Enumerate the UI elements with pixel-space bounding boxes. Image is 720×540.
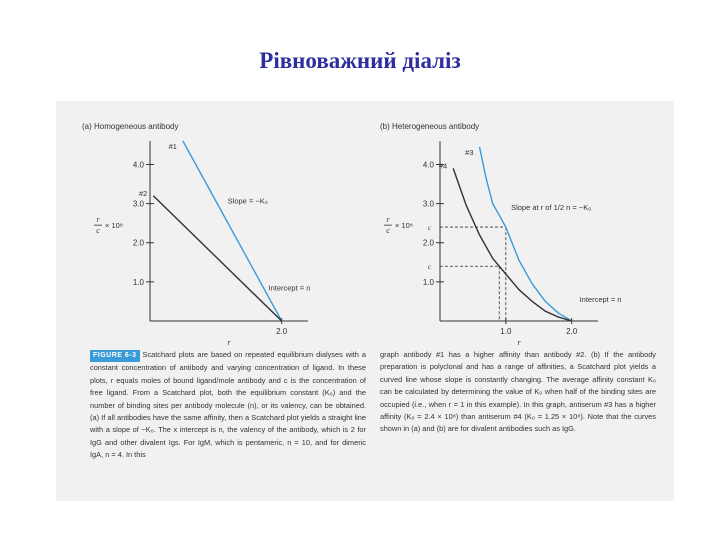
chart2-guide-label-1: c <box>427 263 431 272</box>
chart1-series-2-line <box>153 196 281 321</box>
chart2-annotation-0: Slope at r of 1/2 n = −K₀ <box>511 202 592 212</box>
chart2-y-tick-label-2: 3.0 <box>422 199 434 209</box>
chart1-y-tick-label-0: 1.0 <box>132 277 144 287</box>
chart1-y-tick-label-1: 2.0 <box>132 238 144 248</box>
chart2-x-label: r <box>517 338 521 347</box>
chart2-y-tick-label-0: 1.0 <box>422 277 434 287</box>
chart1-annotation-0: Slope = −K₀ <box>227 196 268 206</box>
chart2-series-2-label: #4 <box>438 161 448 171</box>
chart2-y-label-num: r <box>386 215 390 225</box>
chart1-series-1-line <box>183 141 282 321</box>
chart1-y-tick-label-3: 4.0 <box>132 160 144 170</box>
caption-left-text: Scatchard plots are based on repeated equilibrium dialyses with a constant concentration of antibody and varying concentration of ligand. In these plots, r equals moles of bound ligand/mole antibody and c is the concentration of free ligand. From a Scatchard plot, both the equilibrium constant (K₀) and the number of binding sites per antibody molecule (n), or its valency, can be obtained. (a) If all antibodies have the same affinity, then a Scatchard plot yields a straight line with a slope of −K₀. The x intercept is n, the valency of the antibody, which is 2 for IgG and other divalent Igs. For IgM, which is pentameric, n = 10, and for dimeric IgA, n = 4. In this <box>90 350 366 460</box>
chart1-y-label-den: c <box>96 226 100 236</box>
caption-right: graph antibody #1 has a higher affinity than antibody #2. (b) If the antibody preparation is polyclonal and has a range of affinities, a Scatchard plot yields a curved line whose slope is constantly changing. The average affinity constant K₀ can be calculated by determining the value of K₀ when half of the binding sites are occupied (i.e., when r = 1 in this example). In this graph, antiserum #3 has a higher affinity (K₀ = 2.4 × 10⁸) than antiserum #4 (K₀ = 1.25 × 10⁸). Note that the curves shown in (a) and (b) are for divalent antibodies such as IgG. <box>380 350 656 434</box>
chart2-y-tick-label-1: 2.0 <box>422 238 434 248</box>
chart1-title: (a) Homogeneous antibody <box>82 122 179 131</box>
chart2-guide-label-0: c <box>427 224 431 233</box>
figure-panel <box>56 101 674 501</box>
chart1-x-tick-label-0: 2.0 <box>276 327 288 336</box>
chart1-y-label-suffix: × 10⁸ <box>105 221 123 231</box>
chart2-title: (b) Heterogeneous antibody <box>380 122 480 131</box>
chart1-series-2-label: #2 <box>138 188 148 198</box>
chart2-series-1-label: #3 <box>465 147 474 157</box>
caption-left <box>90 349 366 462</box>
figure-label: FIGURE 6-3 <box>90 350 140 362</box>
chart2-y-label-suffix: × 10⁸ <box>395 221 413 231</box>
chart2-x-tick-label-0: 1.0 <box>500 327 512 336</box>
chart1-series-1-label: #1 <box>168 142 177 151</box>
chart2-y-label-den: c <box>386 226 390 236</box>
chart1-y-label-num: r <box>96 215 100 225</box>
chart2-x-tick-label-1: 2.0 <box>566 327 578 336</box>
chart2-y-tick-label-3: 4.0 <box>422 160 434 170</box>
chart1-x-label: r <box>227 338 231 347</box>
slide-title: Рівноважний діаліз <box>259 48 461 73</box>
chart1-annotation-1: Intercept = n <box>268 283 311 293</box>
chart1-y-tick-label-2: 3.0 <box>132 199 144 209</box>
chart2-annotation-1: Intercept = n <box>579 295 622 305</box>
